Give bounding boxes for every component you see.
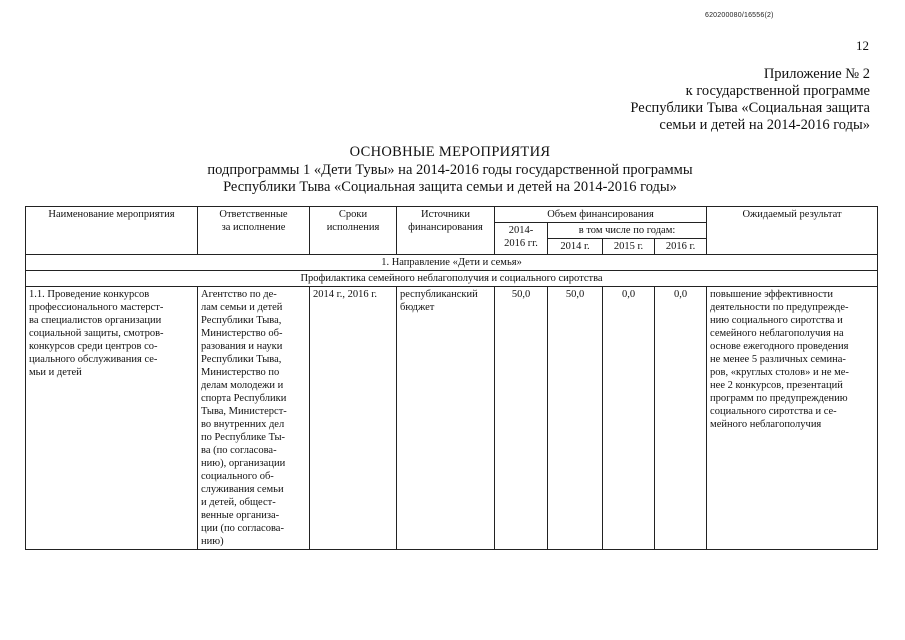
- appendix-line: Республики Тыва «Социальная защита: [630, 100, 870, 116]
- year-2015-cell: 0,0: [603, 287, 655, 550]
- table-header-row: [26, 207, 878, 223]
- expected-result-cell: повышение эффективности деятельности по предупрежде- нию социального сиротства и семейного неблагополучия на основе ежегодного проведения не менее 5 различных семина- ров, «круглых столов» и не ме- нее 2 конкурсов, презентаций программ по предупреждению социального сиротства и се- мейного неблагополучия: [707, 287, 878, 550]
- terms-cell: 2014 г., 2016 г.: [310, 287, 397, 550]
- title-subtitle-line: Республики Тыва «Социальная защита семьи и детей на 2014-2016 годы»: [223, 179, 677, 195]
- title-subtitle-line: подпрограммы 1 «Дети Тувы» на 2014-2016 годы государственной программы: [207, 161, 693, 178]
- header-result: Ожидаемый результат: [707, 207, 878, 255]
- total-cell: 50,0: [495, 287, 548, 550]
- header-total-period: 2014- 2016 гг.: [495, 223, 548, 255]
- appendix-line: к государственной программе: [685, 83, 870, 99]
- subsection-label: Профилактика семейного неблагополучия и социального сиротства: [26, 271, 878, 287]
- header-sources: Источники финансирования: [397, 207, 495, 255]
- document-code: 620200080/16556(2): [705, 12, 774, 19]
- table-row: [26, 287, 878, 550]
- header-year-2014: 2014 г.: [548, 239, 603, 255]
- appendix-line: Приложение № 2: [763, 66, 870, 82]
- year-2014-cell: 50,0: [548, 287, 603, 550]
- appendix-line: семьи и детей на 2014-2016 годы»: [659, 117, 870, 133]
- header-year-2015: 2015 г.: [603, 239, 655, 255]
- subsection-row: [26, 271, 878, 287]
- responsible-cell: Агентство по де- лам семьи и детей Республики Тыва, Министерство об- разования и науки Республики Тыва, Министерство по делам молодежи и спорта Республики Тыва, Министерст- во внутренних дел по Республике Ты- ва (по согласова- нию), организации социального об- служивания семьи и детей, общест- венные организа- ции (по согласова- нию): [198, 287, 310, 550]
- header-funding: Объем финансирования: [495, 207, 707, 223]
- title-main: ОСНОВНЫЕ МЕРОПРИЯТИЯ: [349, 144, 551, 160]
- direction-label: 1. Направление «Дети и семья»: [26, 255, 878, 271]
- header-terms: Сроки исполнения: [310, 207, 397, 255]
- header-year-2016: 2016 г.: [655, 239, 707, 255]
- header-by-years: в том числе по годам:: [548, 223, 707, 239]
- header-name: Наименование мероприятия: [26, 207, 198, 255]
- source-cell: республиканский бюджет: [397, 287, 495, 550]
- page-number: 12: [856, 38, 869, 53]
- header-responsible: Ответственные за исполнение: [198, 207, 310, 255]
- document-title: [130, 144, 770, 197]
- year-2016-cell: 0,0: [655, 287, 707, 550]
- measures-table: [25, 206, 878, 550]
- appendix-note: [570, 66, 870, 134]
- direction-row: [26, 255, 878, 271]
- measure-name-cell: 1.1. Проведение конкурсов профессионального мастерст- ва специалистов организации социальной защиты, смотров- конкурсов среди центров со- циального обслуживания се- мьи и детей: [26, 287, 198, 550]
